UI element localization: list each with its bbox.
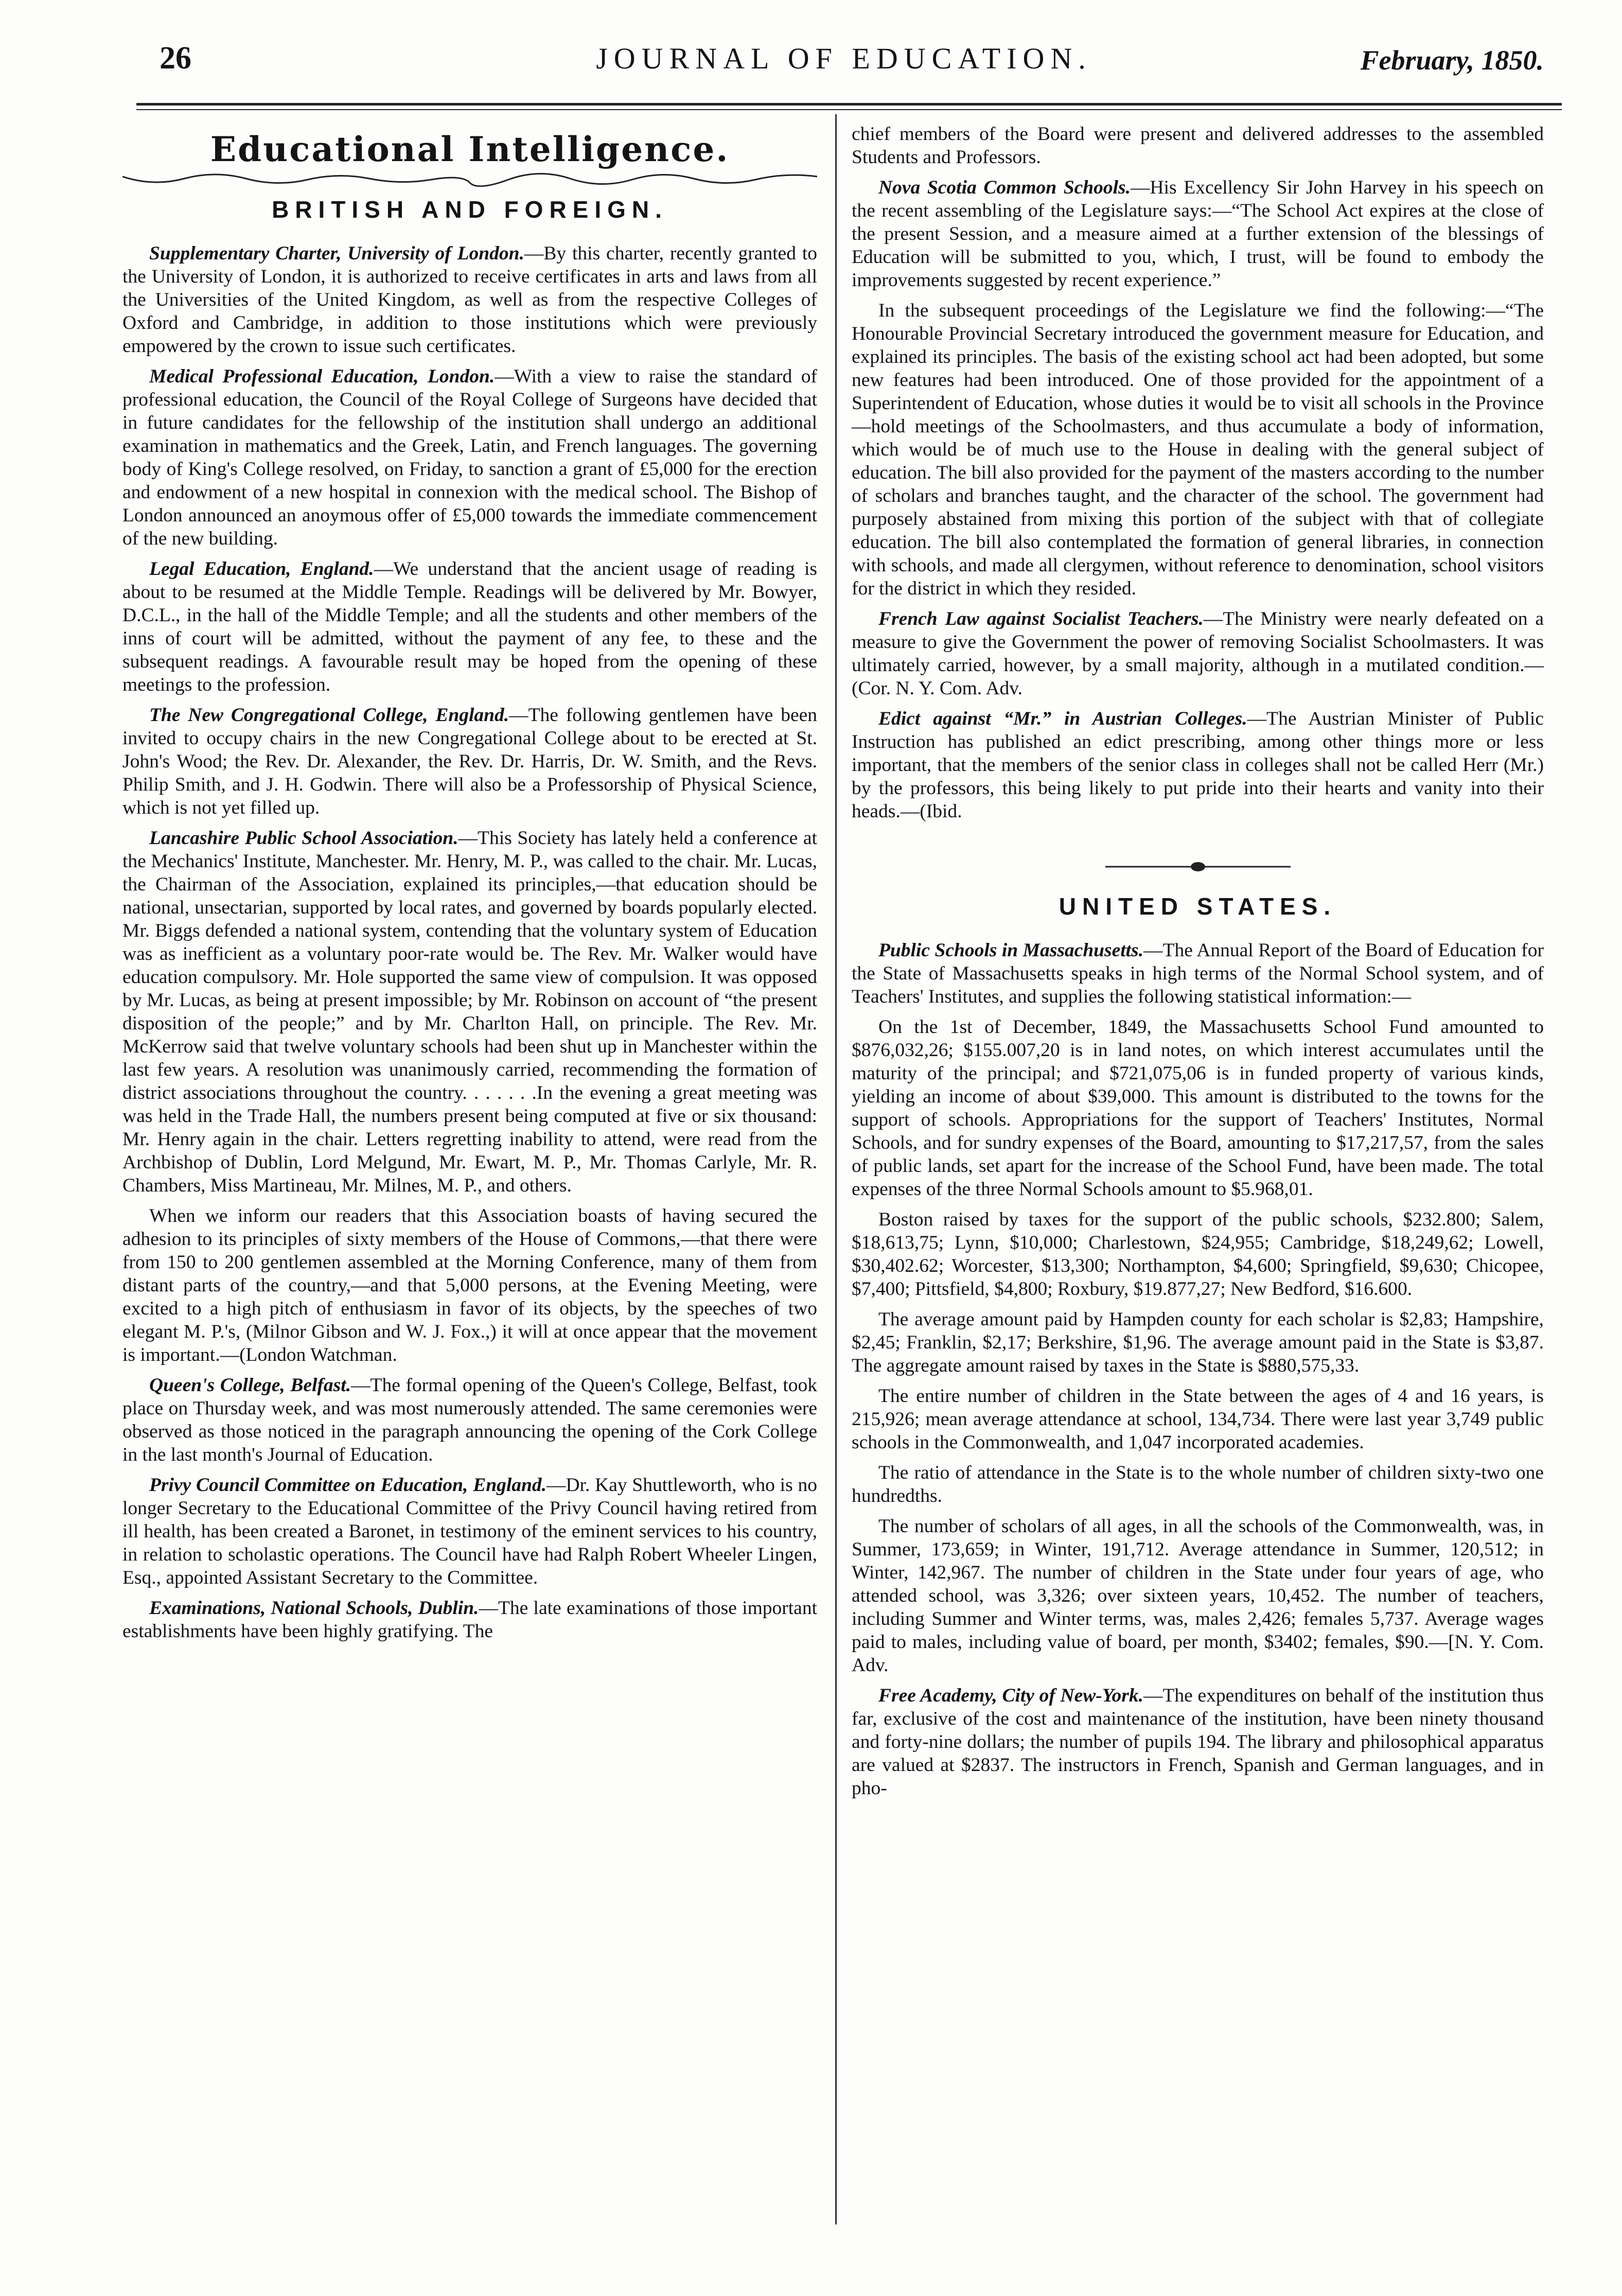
section-heading-british: BRITISH AND FOREIGN. xyxy=(272,196,668,223)
article-paragraph xyxy=(852,122,1544,169)
article-text: —We understand that the ancient usage of reading is about to be resumed at the Middle Temple. Readings will be delivered by Mr. Bowyer, D.C.L., in the hall of the Middle Temple; and all the students and other members of the inns of court will be admitted, without the payment of any fee, to these and the subsequent readings. A favourable result may be hoped from the opening of these meetings to the profession. xyxy=(122,558,817,695)
article-rubric: Free Academy, City of New-York. xyxy=(878,1685,1143,1706)
article-rubric: Privy Council Committee on Education, England. xyxy=(149,1475,546,1496)
section-divider-ornament xyxy=(1105,859,1291,874)
wavy-rule-ornament xyxy=(122,171,817,187)
article-rubric: Public Schools in Massachusetts. xyxy=(878,940,1144,961)
article-text: —By this charter, recently granted to the University of London, it is authorized to receive certificates in arts and laws from all the Universities of the United Kingdom, as well as from the respective Colleges of Oxford and Cambridge, in addition to those institutions which were previously empowered by the crown to issue such certificates. xyxy=(122,243,818,357)
article-rubric: French Law against Socialist Teachers. xyxy=(878,608,1204,629)
left-column xyxy=(122,122,817,1650)
article-text: —The expenditures on behalf of the institution thus far, exclusive of the cost and maintenance of the institution, have been ninety thousand and forty-nine dollars; the number of pupils 194. The library and philosophical apparatus are valued at $2837. The instructors in French, Spanish and German languages, and in pho- xyxy=(852,1685,1544,1799)
column-divider xyxy=(835,114,837,2224)
article-paragraph xyxy=(852,176,1544,292)
article-rubric: Examinations, National Schools, Dublin. xyxy=(149,1598,479,1619)
article-text: —The late examinations of those important establishments have been highly gratifying. The xyxy=(122,1598,817,1642)
article-text: —The following gentlemen have been invited to occupy chairs in the new Congregational College about to be erected at St. John's Wood; the Rev. Dr. Alexander, the Rev. Dr. Harris, Dr. W. Smith, and the Revs. Philip Smith, and J. H. Godwin. There will also be a Professorship of Physical Science, which is not yet filled up. xyxy=(122,705,817,818)
article-paragraph xyxy=(122,557,817,696)
page-header xyxy=(144,31,1544,77)
us-article-list xyxy=(852,939,1544,1800)
article-paragraph xyxy=(852,1515,1544,1677)
article-text: The number of scholars of all ages, in all the schools of the Commonwealth, was, in Summer, 173,659; in Winter, 191,712. Average attendance in Summer, 120,512; in Winter, 142,967. The number of children in the State under four years of age, who attended school, was 3,326; over sixteen years, 10,452. The number of teachers, including Summer and Winter terms, was, males 2,426; females 5,737. Average wages paid to males, including value of board, per month, $3402; females, $90.—[N. Y. Com. Adv. xyxy=(852,1516,1544,1676)
article-paragraph xyxy=(122,365,817,550)
article-paragraph xyxy=(122,1597,817,1643)
left-article-list xyxy=(122,242,817,1643)
masthead-title: Educational Intelligence. xyxy=(210,129,730,169)
header-rule-thick xyxy=(136,103,1562,106)
article-rubric: Legal Education, England. xyxy=(149,558,374,580)
article-text: —This Society has lately held a conference at the Mechanics' Institute, Manchester. Mr. Henry, M. P., was called to the chair. Mr. Lucas, the Chairman of the Association, explained its principles,—that education should be national, unsectarian, supported by local rates, and governed by boards popularly elected. Mr. Biggs defended a national system, contending that the voluntary system of Education was as inefficient as a voluntary poor-rate would be. The Rev. Mr. Walker would have education compulsory. Mr. Hole supported the same view of compulsion. It was opposed by Mr. Lucas, as being at present impossible; by Mr. Robinson on account of “the present disposition of the people;” and by Mr. Charlton Hall, on principle. The Rev. Mr. McKerrow said that twelve voluntary schools had been shut up in Manchester within the last few years. A resolution was unanimously carried, recommending the formation of district associations throughout the country. . . . . . .In the evening a great meeting was was held in the Trade Hall, the numbers present being computed at five or six thousand: Mr. Henry again in the chair. Letters regretting inability to attend, were read from the Archbishop of Dublin, Lord Melgund, Mr. Ewart, M. P., Mr. Thomas Carlyle, Mr. R. Chambers, Miss Martineau, Mr. Milnes, M. P., and others. xyxy=(122,828,817,1196)
article-paragraph xyxy=(122,1474,817,1589)
article-paragraph xyxy=(852,1684,1544,1800)
article-paragraph xyxy=(852,1308,1544,1377)
article-rubric: Supplementary Charter, University of London. xyxy=(149,243,524,264)
header-rule-thin xyxy=(136,109,1562,110)
article-rubric: The New Congregational College, England. xyxy=(149,705,509,726)
article-paragraph xyxy=(852,939,1544,1008)
article-text: —His Excellency Sir John Harvey in his speech on the recent assembling of the Legislature says:—“The School Act expires at the close of the present Session, and a measure aimed at a further extension of the blessings of Education will be submitted to you, which, I trust, will be found to embody the improvements suggested by recent experience.” xyxy=(852,177,1544,291)
article-text: —The Ministry were nearly defeated on a measure to give the Government the power of removing Socialist Schoolmasters. It was ultimately carried, however, by a small majority, although in a mutilated condition.—(Cor. N. Y. Com. Adv. xyxy=(852,608,1544,699)
article-rubric: Edict against “Mr.” in Austrian Colleges. xyxy=(878,708,1247,729)
article-text: The average amount paid by Hampden county for each scholar is $2,83; Hampshire, $2,45; Franklin, $2,17; Berkshire, $1,96. The average amount paid in the State is $3,87. The aggregate amount raised by taxes in the State is $880,575,33. xyxy=(852,1309,1544,1376)
article-text: —With a view to raise the standard of professional education, the Council of the Royal College of Surgeons have decided that in future candidates for the fellowship of the institution shall undergo an additional examination in mathematics and the Greek, Latin, and French languages. The governing body of King's College resolved, on Friday, to sanction a grant of £5,000 for the erection and endowment of a new hospital in connexion with the medical school. The Bishop of London announced an anoymous offer of £5,000 towards the immediate commencement of the new building. xyxy=(122,366,817,549)
article-text: —Dr. Kay Shuttleworth, who is no longer Secretary to the Educational Committee of the Privy Council having retired from ill health, has been created a Baronet, in testimony of the eminent services to his country, in relation to scholastic operations. The Council have had Ralph Robert Wheeler Lingen, Esq., appointed Assistant Secretary to the Committee. xyxy=(122,1475,817,1588)
article-paragraph xyxy=(852,299,1544,600)
article-rubric: Medical Professional Education, London. xyxy=(149,366,495,387)
right-top-article-list xyxy=(852,122,1544,823)
article-text: —The Annual Report of the Board of Education for the State of Massachusetts speaks in high terms of the Normal School system, and of Teachers' Institutes, and supplies the following statistical information:— xyxy=(852,940,1544,1007)
article-paragraph xyxy=(122,1204,817,1366)
article-paragraph xyxy=(852,1461,1544,1508)
article-paragraph xyxy=(122,1374,817,1466)
article-rubric: Nova Scotia Common Schools. xyxy=(878,177,1131,198)
article-rubric: Lancashire Public School Association. xyxy=(149,828,459,849)
article-text: chief members of the Board were present and delivered addresses to the assembled Students and Professors. xyxy=(852,124,1544,168)
article-text: When we inform our readers that this Association boasts of having secured the adhesion to its principles of sixty members of the House of Commons,—that there were from 150 to 200 gentlemen assembled at the Morning Conference, many of them from distant parts of the country,—and that 5,000 persons, at the Evening Meeting, were excited to a high pitch of enthusiasm in favor of its objects, by the speeches of two elegant M. P.'s, (Milnor Gibson and W. J. Fox.,) it will at once appear that the movement is important.—(London Watchman. xyxy=(122,1205,817,1365)
page-number: 26 xyxy=(160,41,191,76)
article-rubric: Queen's College, Belfast. xyxy=(149,1375,351,1396)
article-paragraph xyxy=(852,1015,1544,1201)
article-paragraph xyxy=(852,1208,1544,1301)
article-text: The entire number of children in the State between the ages of 4 and 16 years, is 215,926; mean average attendance at school, 134,734. There were last year 3,749 public schools in the Commonwealth, and 1,047 incorporated academies. xyxy=(852,1386,1544,1453)
section-heading-united-states: UNITED STATES. xyxy=(1059,893,1337,920)
right-column xyxy=(852,122,1544,1807)
article-paragraph xyxy=(122,704,817,819)
issue-date: February, 1850. xyxy=(1360,45,1544,76)
article-paragraph xyxy=(122,242,817,358)
article-text: Boston raised by taxes for the support of the public schools, $232.800; Salem, $18,613,75; Lynn, $10,000; Charlestown, $24,955; Cambridge, $18,249,62; Lowell, $30,402.62; Worcester, $13,300; Northampton, $4,600; Springfield, $9,630; Chicopee, $7,400; Pittsfield, $4,800; Roxbury, $19.877,27; New Bedford, $16.600. xyxy=(852,1209,1544,1300)
article-text: On the 1st of December, 1849, the Massachusetts School Fund amounted to $876,032,26; $155.007,20 is in land notes, on which interest accumulates until the maturity of the principal; and $721,075,06 is in funded property of various kinds, yielding an income of about $39,000. This amount is distributed to the towns for the support of schools. Appropriations for the support of Teachers' Institutes, Normal Schools, and for sundry expenses of the Board, amounting to $17,217,57, from the sales of public lands, set apart for the increase of the School Fund, have been made. The total expenses of the three Normal Schools amount to $5.968,01. xyxy=(852,1016,1544,1200)
article-text: —The formal opening of the Queen's College, Belfast, took place on Thursday week, and was most numerously attended. The same ceremonies were observed as those noticed in the paragraph announcing the opening of the Cork College in the last month's Journal of Education. xyxy=(122,1375,817,1465)
journal-title: JOURNAL OF EDUCATION. xyxy=(596,42,1092,75)
article-text: —The Austrian Minister of Public Instruction has published an edict prescribing, among other things more or less important, that the members of the senior class in colleges shall not be called Herr (Mr.) by the professors, this being likely to put pride into their hearts and vanity into their heads.—(Ibid. xyxy=(852,708,1544,822)
article-paragraph xyxy=(852,1384,1544,1454)
article-paragraph xyxy=(122,827,817,1197)
article-text: In the subsequent proceedings of the Legislature we find the following:—“The Honourable Provincial Secretary introduced the government measure for Education, and explained its principles. The basis of the existing school act had been adopted, but some new features had been introduced. One of those provided for the appointment of a Superintendent of Education, whose duties it would be to visit all schools in the Province—hold meetings of the Schoolmasters, and thus accumulate a body of information, which would be of much use to the House in dealing with the general subject of education. The bill also provided for the payment of the masters according to the number of scholars and branches taught, and the character of the school. The government had purposely abstained from mixing this portion of the subject with that of collegiate education. The bill also contemplated the formation of general libraries, in connection with schools, and made all clergymen, without reference to denomination, school visitors for the district in which they resided. xyxy=(852,300,1544,599)
article-paragraph xyxy=(852,607,1544,700)
article-paragraph xyxy=(852,707,1544,823)
article-text: The ratio of attendance in the State is to the whole number of children sixty-two one hundredths. xyxy=(852,1462,1544,1506)
